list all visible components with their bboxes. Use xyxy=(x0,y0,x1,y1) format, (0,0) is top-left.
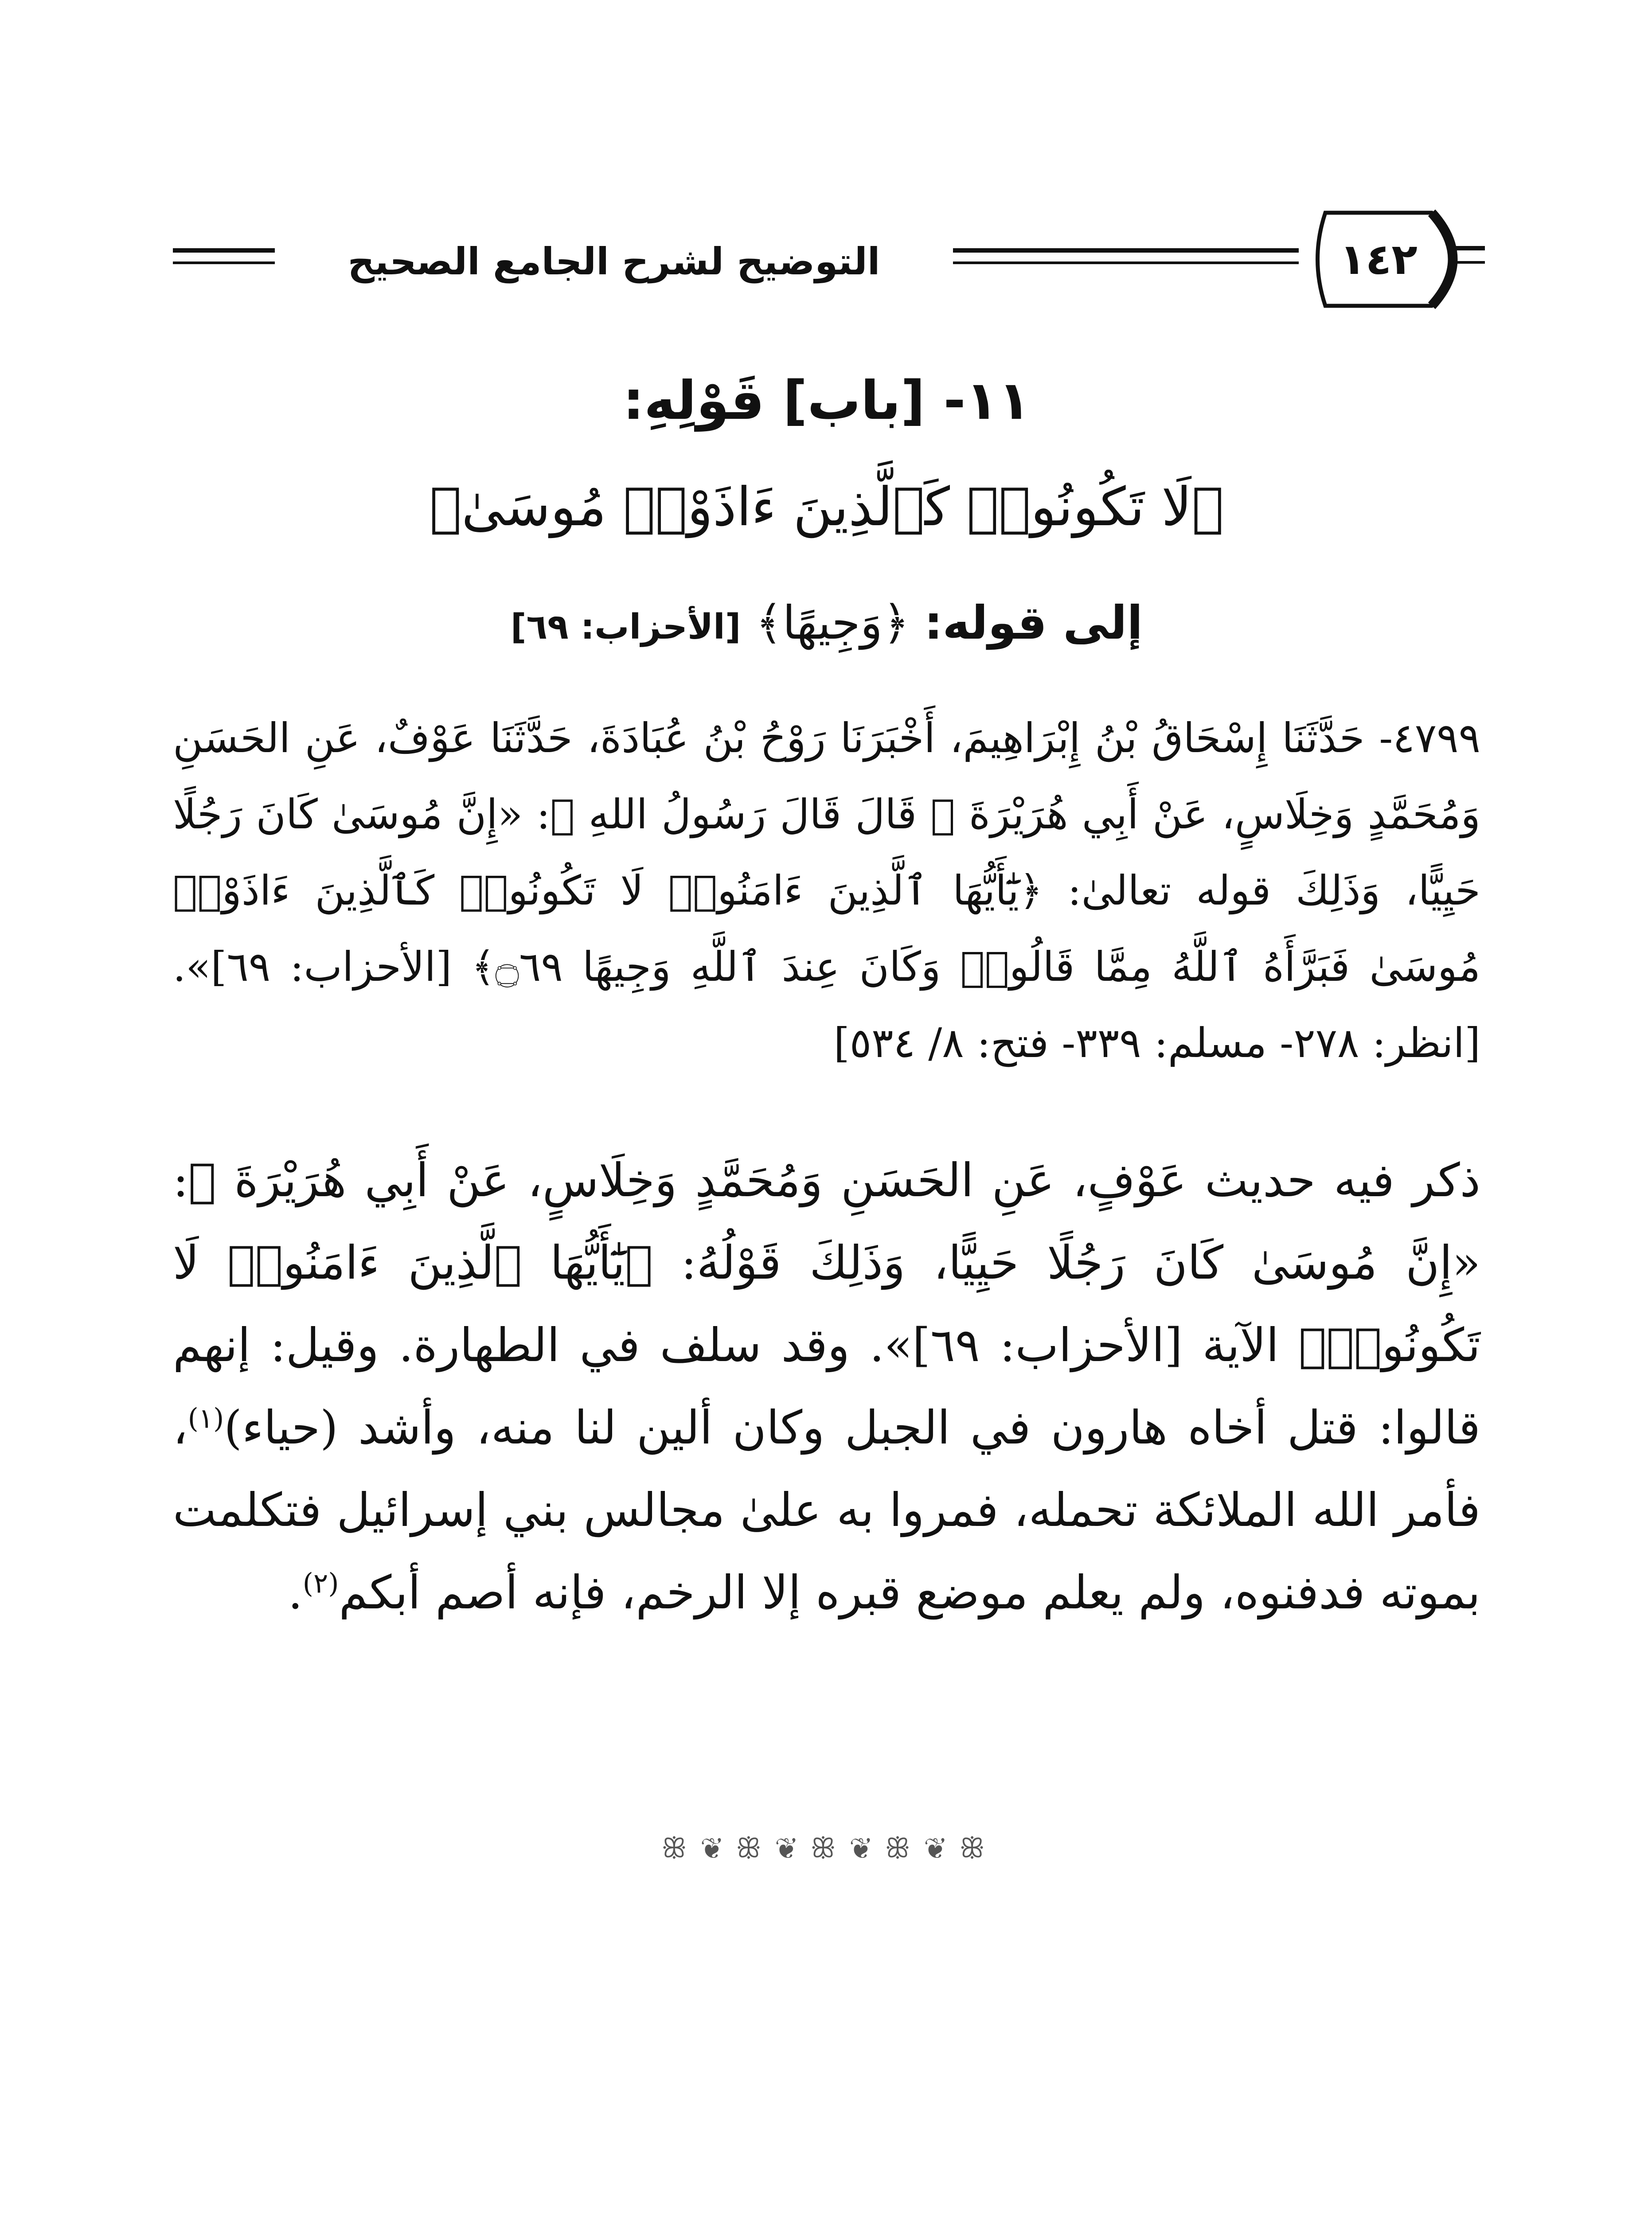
footnote-ref-1: (١) xyxy=(187,1402,224,1435)
ornamental-divider: ꕥ ❦ ꕥ ❦ ꕥ ❦ ꕥ ❦ ꕥ xyxy=(661,1832,988,1864)
header-rule-left-top xyxy=(173,248,275,253)
surah-reference: [الأحزاب: ٦٩] xyxy=(510,607,741,647)
commentary-paragraph xyxy=(173,1139,1480,1634)
page-number: ١٤٢ xyxy=(1340,234,1418,284)
commentary-text-3: . xyxy=(288,1565,303,1619)
running-title: التوضيح لشرح الجامع الصحيح xyxy=(348,240,880,283)
running-header xyxy=(173,195,1520,324)
footnote-ref-2: (٢) xyxy=(302,1567,339,1600)
header-rule-left-bottom xyxy=(173,261,275,264)
verse-range-line xyxy=(177,585,1476,665)
commentary-text-1: ذكر فيه حديث عَوْفٍ، عَنِ الحَسَنِ وَمُحَمَّدٍ وَخِلَاسٍ، عَنْ أَبِي هُرَيْرَةَ ﷺ: «إِنَّ مُوسَىٰ كَانَ رَجُلًا حَيِيًّا، وَذَلِكَ قَوْلُهُ: ﴿يَٰٓأَيُّهَا ٱلَّذِينَ ءَامَنُوا۟ لَا تَكُونُوا۟﴾ الآية [الأحزاب: ٦٩]». وقد سلف في الطهارة. وقيل: إنهم قالوا: قتل أخاه هارون في الجبل وكان ألين لنا منه، وأشد (حياء) xyxy=(173,1153,1480,1455)
until-verse: ﴿وَجِيهًا﴾ xyxy=(755,596,910,650)
verse-heading: ﴿لَا تَكُونُوا۟ كَٱلَّذِينَ ءَاذَوْا۟ مُوسَىٰ﴾ xyxy=(430,476,1224,538)
chapter-heading: ١١- [باب] قَوْلِهِ: xyxy=(623,370,1031,432)
header-rule-right-bottom xyxy=(953,261,1299,264)
commentary-text-2: ، فأمر الله الملائكة تحمله، فمروا به علىٰ مجالس بني إسرائيل فتكلمت بموته فدفنوه، ولم يعلم موضع قبره إلا الرخم، فإنه أصم أبكم xyxy=(173,1401,1480,1619)
header-rule-right-top xyxy=(953,248,1299,253)
until-label: إلى قوله: xyxy=(924,596,1143,650)
hadith-text: ٤٧٩٩- حَدَّثَنَا إِسْحَاقُ بْنُ إِبْرَاهِيمَ، أَخْبَرَنَا رَوْحُ بْنُ عُبَادَةَ، حَدَّثَنَا عَوْفٌ، عَنِ الحَسَنِ وَمُحَمَّدٍ وَخِلَاسٍ، عَنْ أَبِي هُرَيْرَةَ ﷺ قَالَ قَالَ رَسُولُ اللهِ ﷺ: «إِنَّ مُوسَىٰ كَانَ رَجُلًا حَيِيًّا، وَذَلِكَ قوله تعالىٰ: ﴿يَٰٓأَيُّهَا ٱلَّذِينَ ءَامَنُوا۟ لَا تَكُونُوا۟ كَٱلَّذِينَ ءَاذَوْا۟ مُوسَىٰ فَبَرَّأَهُ ٱللَّهُ مِمَّا قَالُوا۟ وَكَانَ عِندَ ٱللَّهِ وَجِيهًا ۝٦٩﴾ [الأحزاب: ٦٩]». [انظر: ٢٧٨- مسلم: ٣٣٩- فتح: ٨/ ٥٣٤] xyxy=(173,714,1480,1067)
